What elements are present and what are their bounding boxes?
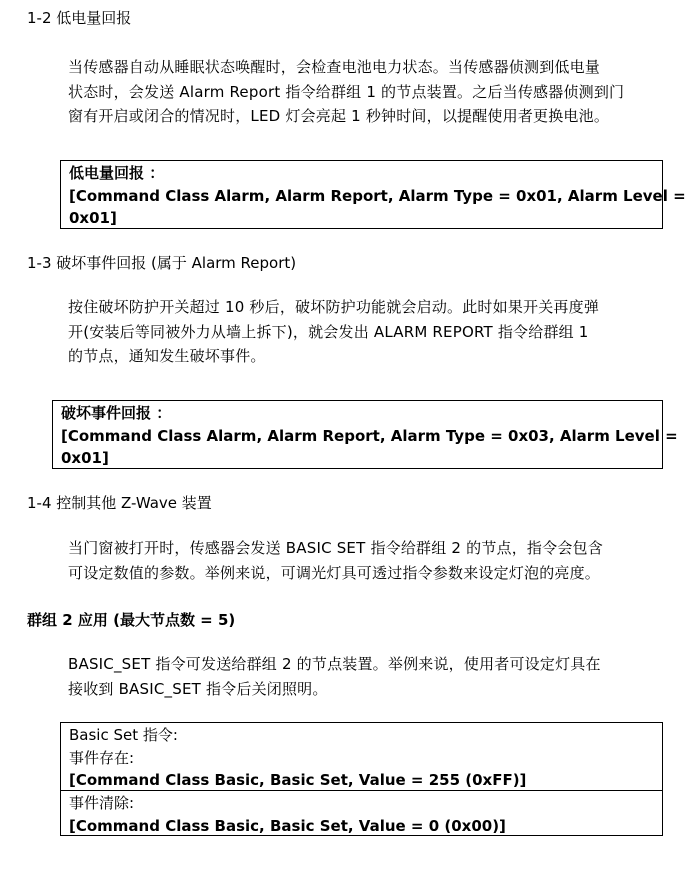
box-title: Basic Set 指令: bbox=[69, 726, 178, 744]
paragraph-line: 可设定数值的参数。举例来说，可调光灯具可透过指令参数来设定灯泡的亮度。 bbox=[68, 563, 601, 582]
paragraph-line: BASIC_SET 指令可发送给群组 2 的节点装置。举例来说，使用者可设定灯具在 bbox=[68, 655, 601, 673]
box-title: 破坏事件回报 ： bbox=[61, 404, 172, 422]
command-text: 0x01] bbox=[69, 209, 117, 227]
paragraph-line: 状态时，会发送 Alarm Report 指令给群组 1 的节点装置。之后当传感器侦测到门 bbox=[68, 82, 625, 101]
section-heading-tamper-event: 1-3 破坏事件回报 (属于 Alarm Report) bbox=[27, 254, 297, 272]
section-heading-control-zwave: 1-4 控制其他 Z-Wave 装置 bbox=[27, 494, 212, 512]
group2-paragraph bbox=[68, 652, 601, 701]
control-zwave-paragraph bbox=[68, 536, 603, 585]
paragraph-line: 按住破坏防护开关超过 10 秒后，破坏防护功能就会启动。此时如果开关再度弹 bbox=[68, 298, 600, 316]
tamper-command-box bbox=[52, 400, 678, 469]
group2-heading: 群组 2 应用 (最大节点数 = 5) bbox=[27, 611, 236, 629]
command-text: 0x01] bbox=[61, 449, 109, 467]
low-battery-command-box bbox=[60, 160, 686, 229]
event-clear-command: [Command Class Basic, Basic Set, Value = 0 (0x00)] bbox=[69, 816, 506, 835]
section-heading-low-battery: 1-2 低电量回报 bbox=[27, 9, 132, 27]
event-exist-command: [Command Class Basic, Basic Set, Value = 255 (0xFF)] bbox=[69, 771, 527, 789]
paragraph-line: 当门窗被打开时，传感器会发送 BASIC SET 指令给群组 2 的节点，指令会包含 bbox=[68, 539, 603, 557]
paragraph-line: 开(安装后等同被外力从墙上拆下)，就会发出 ALARM REPORT 指令给群组 1 bbox=[68, 322, 589, 341]
event-clear-label: 事件清除: bbox=[69, 794, 135, 812]
command-text: [Command Class Alarm, Alarm Report, Alarm Type = 0x01, Alarm Level = bbox=[69, 186, 686, 205]
paragraph-line: 的节点，通知发生破坏事件。 bbox=[68, 347, 266, 365]
paragraph-line: 接收到 BASIC_SET 指令后关闭照明。 bbox=[68, 679, 328, 698]
box-title: 低电量回报 ： bbox=[69, 164, 165, 182]
tamper-paragraph bbox=[68, 295, 599, 369]
paragraph-line: 当传感器自动从睡眠状态唤醒时，会检查电池电力状态。当传感器侦测到低电量 bbox=[68, 58, 601, 76]
event-exist-row bbox=[61, 723, 662, 790]
paragraph-line: 窗有开启或闭合的情况时，LED 灯会亮起 1 秒钟时间，以提醒使用者更换电池。 bbox=[68, 107, 610, 125]
command-text: [Command Class Alarm, Alarm Report, Alarm Type = 0x03, Alarm Level = bbox=[61, 426, 678, 445]
event-clear-row bbox=[61, 790, 662, 837]
event-exist-label: 事件存在: bbox=[69, 748, 135, 767]
basic-set-command-table bbox=[60, 722, 663, 836]
low-battery-paragraph bbox=[68, 55, 624, 129]
